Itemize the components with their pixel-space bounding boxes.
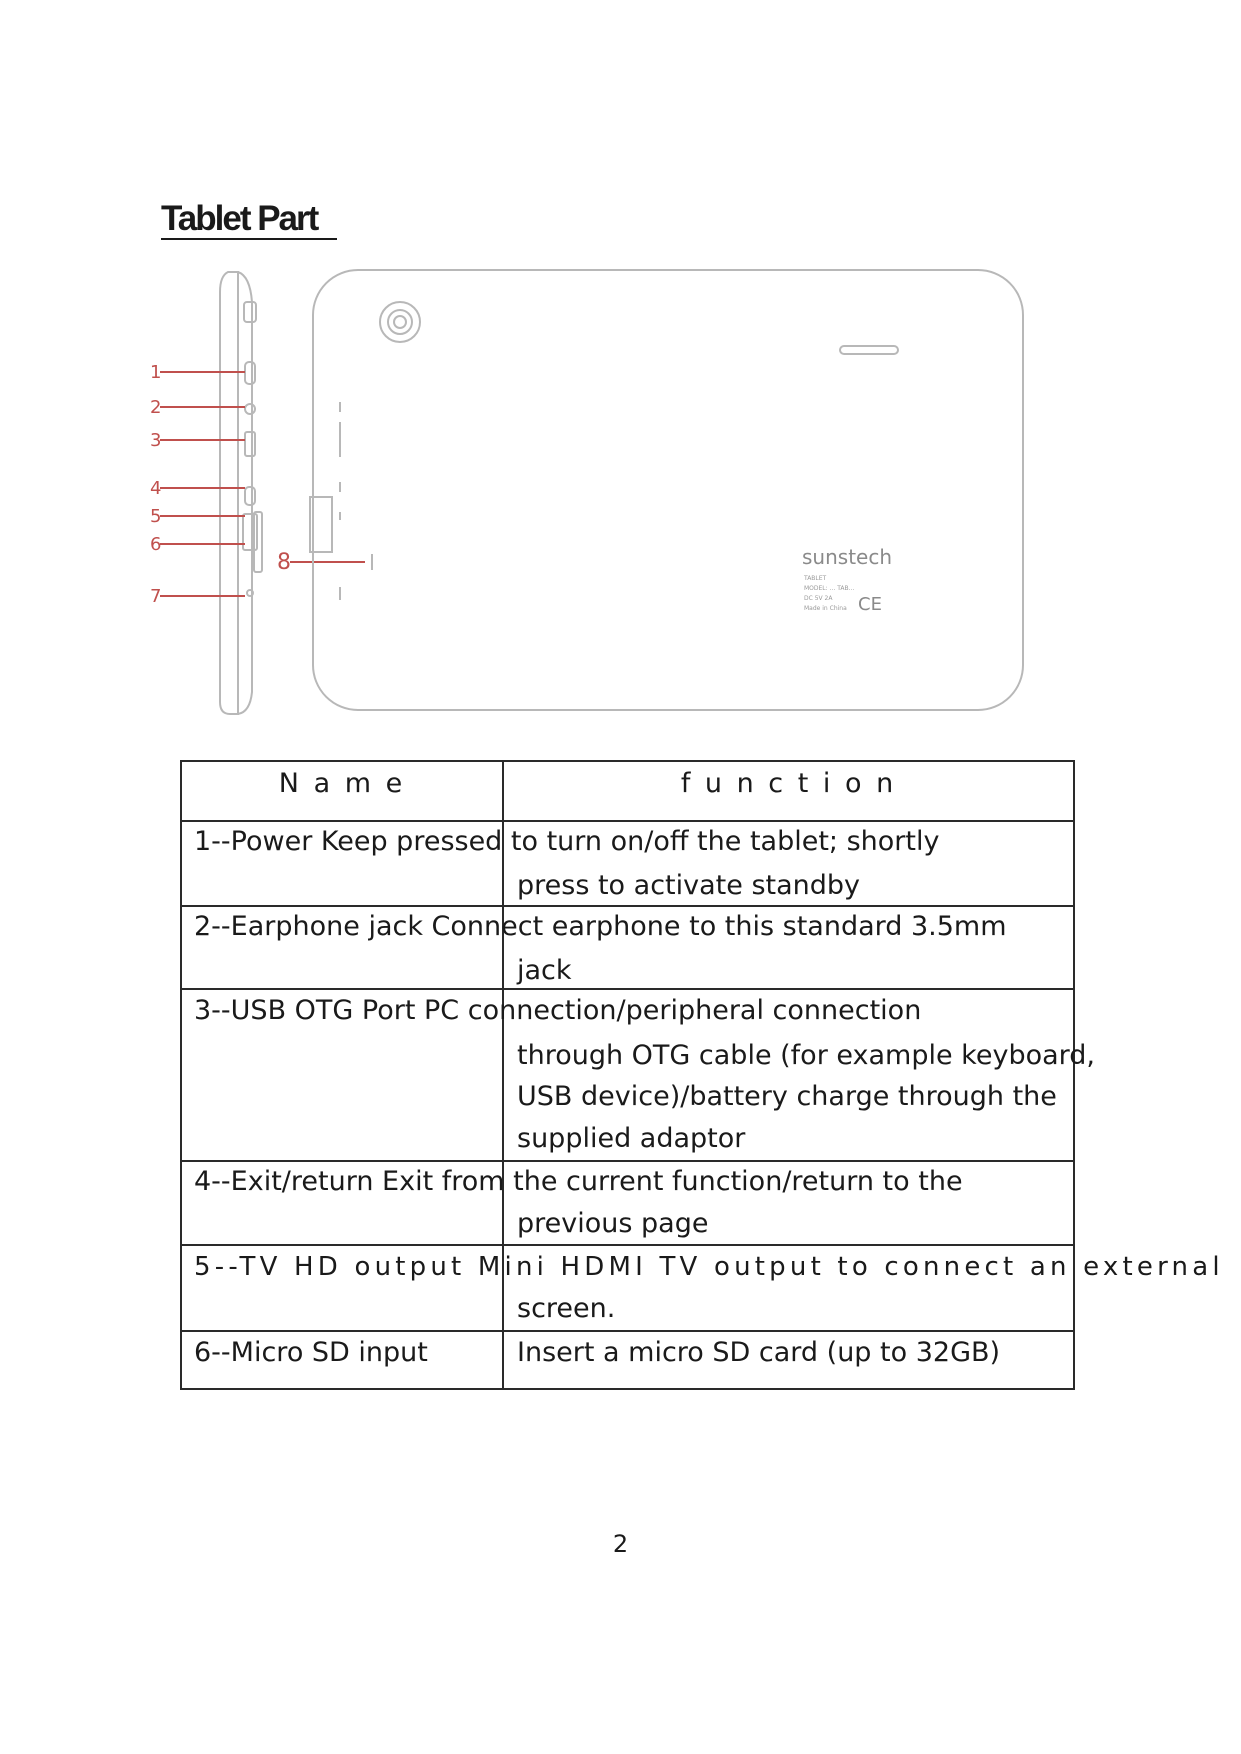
page-title: Tablet Part [161,200,337,240]
product-label [803,575,854,612]
power-button-icon [245,362,255,384]
svg-text:TABLET: TABLET [804,575,827,582]
usb-port-icon [245,432,255,456]
row-usb-cont-3: supplied adaptor [517,1123,746,1154]
callout-6: 6 [150,534,162,555]
callout-8: 8 [277,550,291,575]
page-number: 2 [612,1530,629,1558]
ce-mark-icon: CE [858,594,882,615]
mic-hole-icon [247,590,253,596]
brand-logo: sunstech [802,545,893,569]
earphone-jack-icon [245,404,255,414]
callout-2: 2 [150,397,162,418]
callout-7: 7 [150,586,162,607]
exit-button-icon [245,487,255,505]
camera-icon [380,302,420,342]
row-usb-line1: 3--USB OTG Port PC connection/peripheral connection [194,995,922,1026]
row-power-cont: press to activate standby [517,870,861,901]
row-sd-name: 6--Micro SD input [194,1337,428,1368]
callout-1: 1 [150,362,162,383]
row-exit-cont: previous page [517,1208,709,1239]
row-sd-function: Insert a micro SD card (up to 32GB) [517,1337,1001,1368]
tablet-back-view [310,270,1023,710]
callout-5: 5 [150,506,162,527]
row-hdmi-cont: screen. [517,1293,616,1324]
row-usb-cont-1: through OTG cable (for example keyboard, [517,1040,1095,1071]
row-hdmi-line1: 5--TV HD output Mini HDMI TV output to connect an external [194,1252,1224,1282]
row-power-line1: 1--Power Keep pressed to turn on/off the tablet; shortly [194,826,940,857]
svg-text:Made in China: Made in China [804,605,847,612]
row-usb-cont-2: USB device)/battery charge through the [517,1081,1057,1112]
tablet-diagram [150,262,1110,722]
svg-text:MODEL: ... TAB...: MODEL: ... TAB... [804,585,855,592]
callout-4: 4 [150,478,162,499]
header-name: N a m e [278,768,406,799]
callout-3: 3 [150,430,162,451]
speaker-grille-icon [840,346,898,354]
svg-text:DC 5V 2A: DC 5V 2A [804,595,833,602]
row-exit-line1: 4--Exit/return Exit from the current function/return to the [194,1166,963,1197]
tablet-side-view [220,272,262,714]
header-function: f u n c t i o n [680,768,897,799]
row-earphone-line1: 2--Earphone jack Connect earphone to this standard 3.5mm [194,911,1007,942]
row-earphone-cont: jack [517,955,572,986]
side-button-top [244,302,256,322]
